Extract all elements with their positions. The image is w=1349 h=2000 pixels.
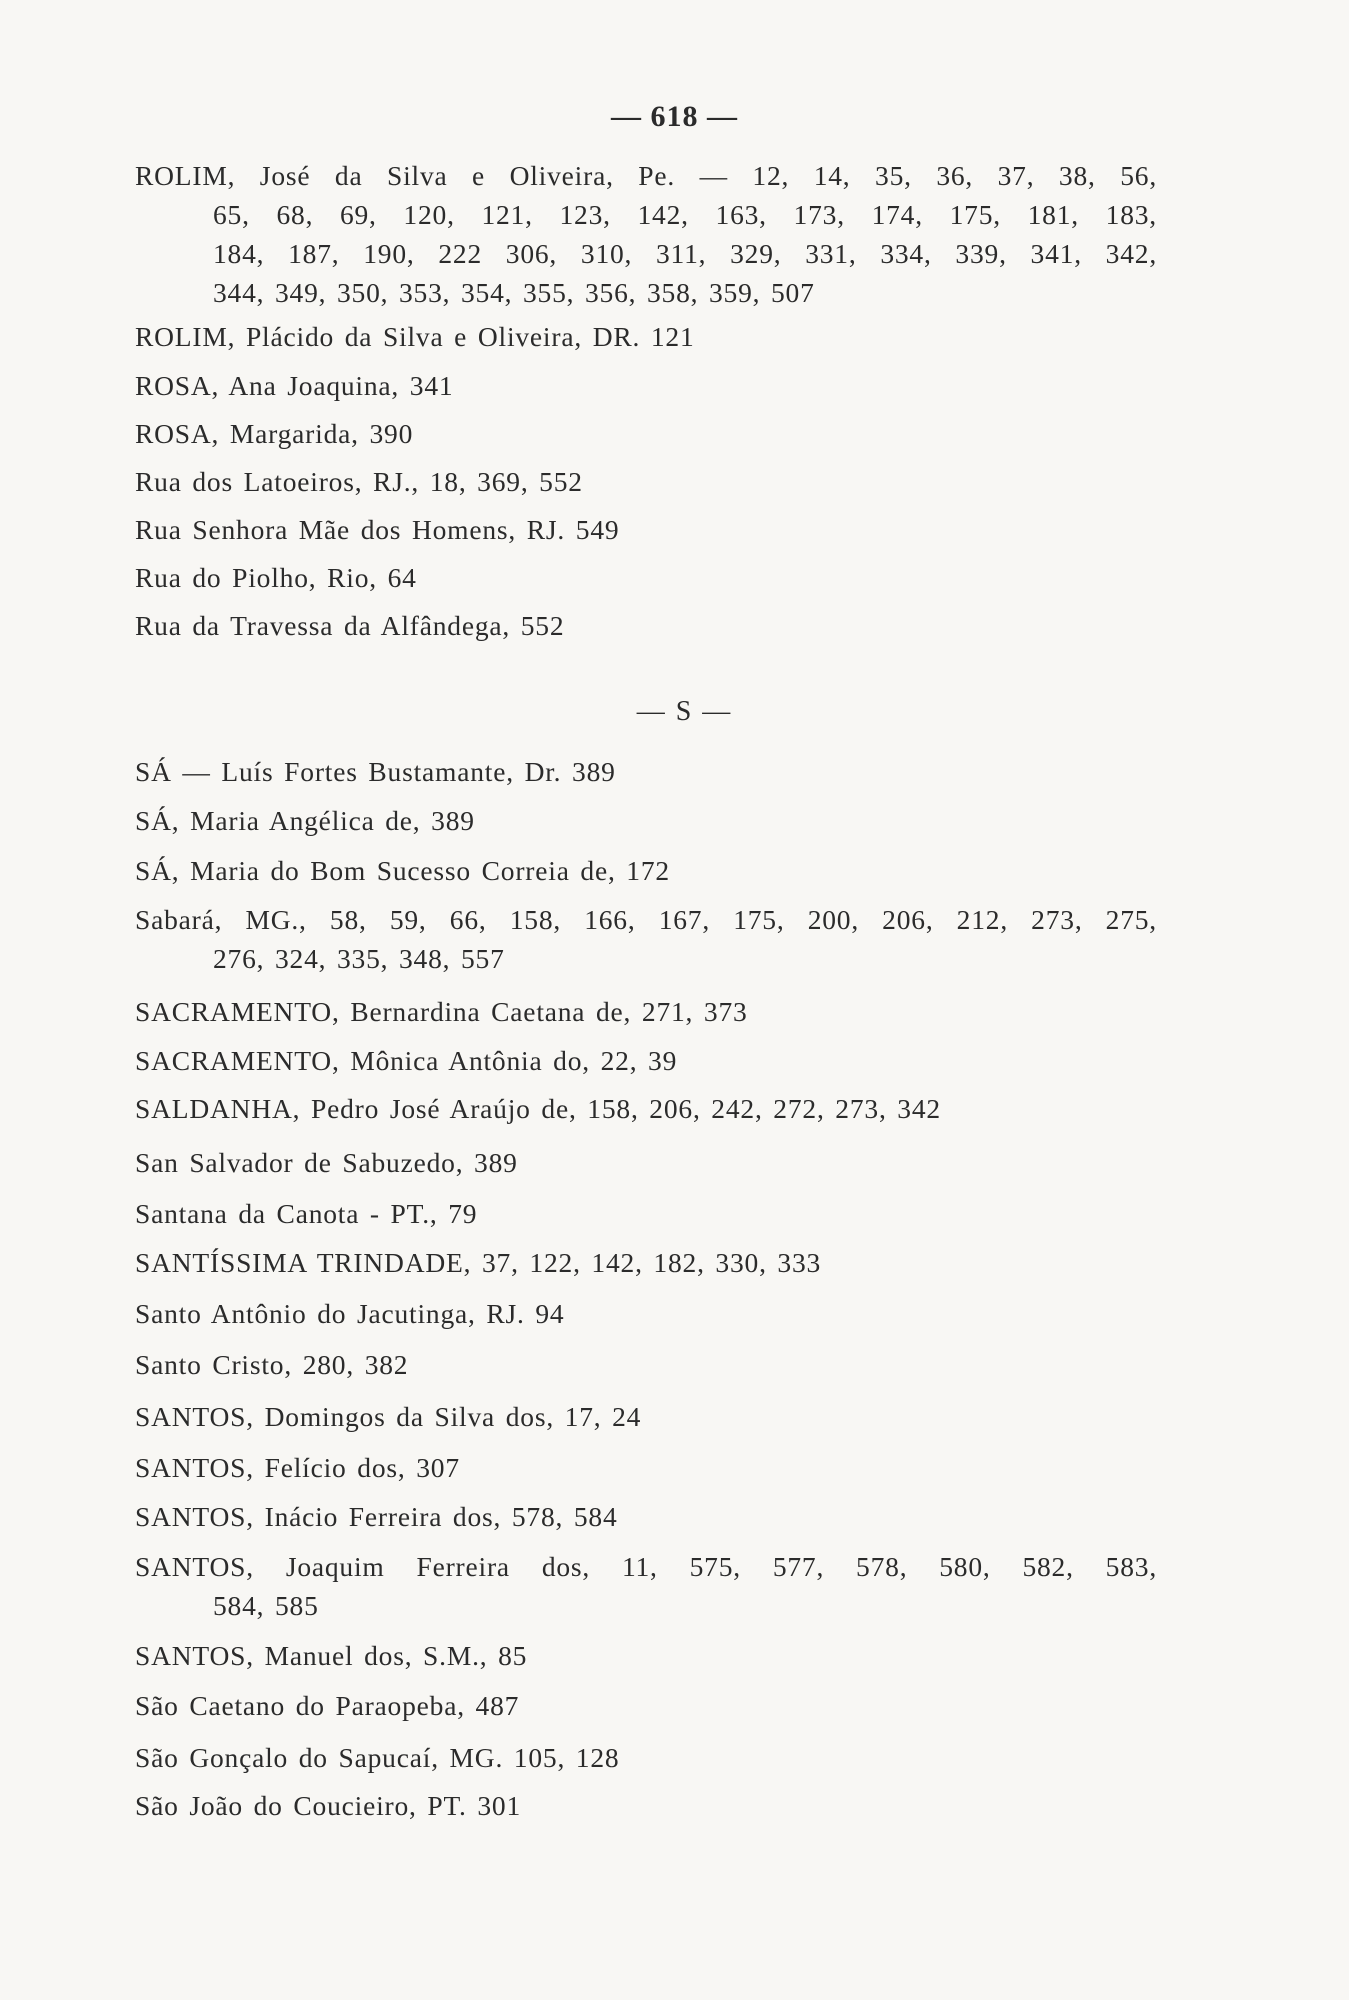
entry-line: Rua dos Latoeiros, RJ., 18, 369, 552 — [135, 466, 583, 497]
index-entry — [135, 606, 1157, 645]
entry-line: Santo Antônio do Jacutinga, RJ. 94 — [135, 1298, 565, 1329]
index-entry — [135, 1497, 1157, 1536]
entry-line: Santo Cristo, 280, 382 — [135, 1349, 409, 1380]
entry-line: SANTOS, Domingos da Silva dos, 17, 24 — [135, 1401, 642, 1432]
entry-line: Rua do Piolho, Rio, 64 — [135, 562, 417, 593]
index-entry — [135, 1686, 1157, 1725]
entry-line: São João do Coucieiro, PT. 301 — [135, 1790, 522, 1821]
index-entry — [135, 1089, 1157, 1128]
entry-line: SANTOS, Manuel dos, S.M., 85 — [135, 1640, 528, 1671]
entry-continuation-line: 65, 68, 69, 120, 121, 123, 142, 163, 173, 174, 175, 181, 183, — [213, 199, 1157, 230]
index-entry — [135, 1345, 1157, 1384]
index-entry — [135, 1397, 1157, 1436]
entry-line: Santana da Canota - PT., 79 — [135, 1198, 478, 1229]
entry-line: ROSA, Margarida, 390 — [135, 418, 414, 449]
entry-line: ROLIM, Plácido da Silva e Oliveira, DR. 121 — [135, 321, 695, 352]
entry-continuation-line: 276, 324, 335, 348, 557 — [213, 943, 505, 974]
entry-line: Sabará, MG., 58, 59, 66, 158, 166, 167, 175, 200, 206, 212, 273, 275, — [135, 904, 1157, 935]
index-entry — [135, 992, 1157, 1031]
index-entry — [135, 801, 1157, 840]
entry-line: São Gonçalo do Sapucaí, MG. 105, 128 — [135, 1742, 620, 1773]
entry-line: São Caetano do Paraopeba, 487 — [135, 1690, 520, 1721]
entry-continuation-line: 344, 349, 350, 353, 354, 355, 356, 358, 359, 507 — [213, 277, 815, 308]
entry-continuation-line: 584, 585 — [213, 1590, 319, 1621]
entry-line: ROSA, Ana Joaquina, 341 — [135, 370, 454, 401]
entry-line: Rua da Travessa da Alfândega, 552 — [135, 610, 565, 641]
index-entry — [135, 317, 1157, 356]
entry-line: SÁ, Maria Angélica de, 389 — [135, 805, 475, 836]
index-entry — [135, 156, 1157, 312]
index-entry — [135, 510, 1157, 549]
entry-line: SANTOS, Joaquim Ferreira dos, 11, 575, 577, 578, 580, 582, 583, — [135, 1551, 1157, 1582]
index-entry — [135, 900, 1157, 978]
index-entry — [135, 752, 1157, 791]
index-entry — [135, 1041, 1157, 1080]
entry-continuation-line: 184, 187, 190, 222 306, 310, 311, 329, 331, 334, 339, 341, 342, — [213, 238, 1157, 269]
index-entry — [135, 1194, 1157, 1233]
index-entry — [135, 414, 1157, 453]
index-entry — [135, 1738, 1157, 1777]
index-entry — [135, 1294, 1157, 1333]
entry-line: SANTÍSSIMA TRINDADE, 37, 122, 142, 182, 330, 333 — [135, 1247, 822, 1278]
index-entry — [135, 366, 1157, 405]
entry-line: SACRAMENTO, Mônica Antônia do, 22, 39 — [135, 1045, 678, 1076]
index-entry — [135, 558, 1157, 597]
entry-line: SÁ, Maria do Bom Sucesso Correia de, 172 — [135, 855, 670, 886]
index-entry — [135, 1786, 1157, 1825]
entry-line: Rua Senhora Mãe dos Homens, RJ. 549 — [135, 514, 620, 545]
index-entry — [135, 462, 1157, 501]
entry-line: SANTOS, Inácio Ferreira dos, 578, 584 — [135, 1501, 618, 1532]
entry-line: SÁ — Luís Fortes Bustamante, Dr. 389 — [135, 756, 616, 787]
page-number: — 618 — — [611, 100, 738, 133]
index-entry — [135, 1547, 1157, 1625]
index-entry — [135, 1636, 1157, 1675]
entry-line: San Salvador de Sabuzedo, 389 — [135, 1147, 518, 1178]
entry-line: SANTOS, Felício dos, 307 — [135, 1452, 460, 1483]
entry-line: ROLIM, José da Silva e Oliveira, Pe. — 12, 14, 35, 36, 37, 38, 56, — [135, 160, 1157, 191]
entry-line: SALDANHA, Pedro José Araújo de, 158, 206, 242, 272, 273, 342 — [135, 1093, 941, 1124]
entry-line: SACRAMENTO, Bernardina Caetana de, 271, 373 — [135, 996, 748, 1027]
index-entry — [135, 1143, 1157, 1182]
index-entry — [135, 1243, 1157, 1282]
index-entry — [135, 1448, 1157, 1487]
section-heading-s: — S — — [636, 696, 733, 727]
index-entry — [135, 851, 1157, 890]
